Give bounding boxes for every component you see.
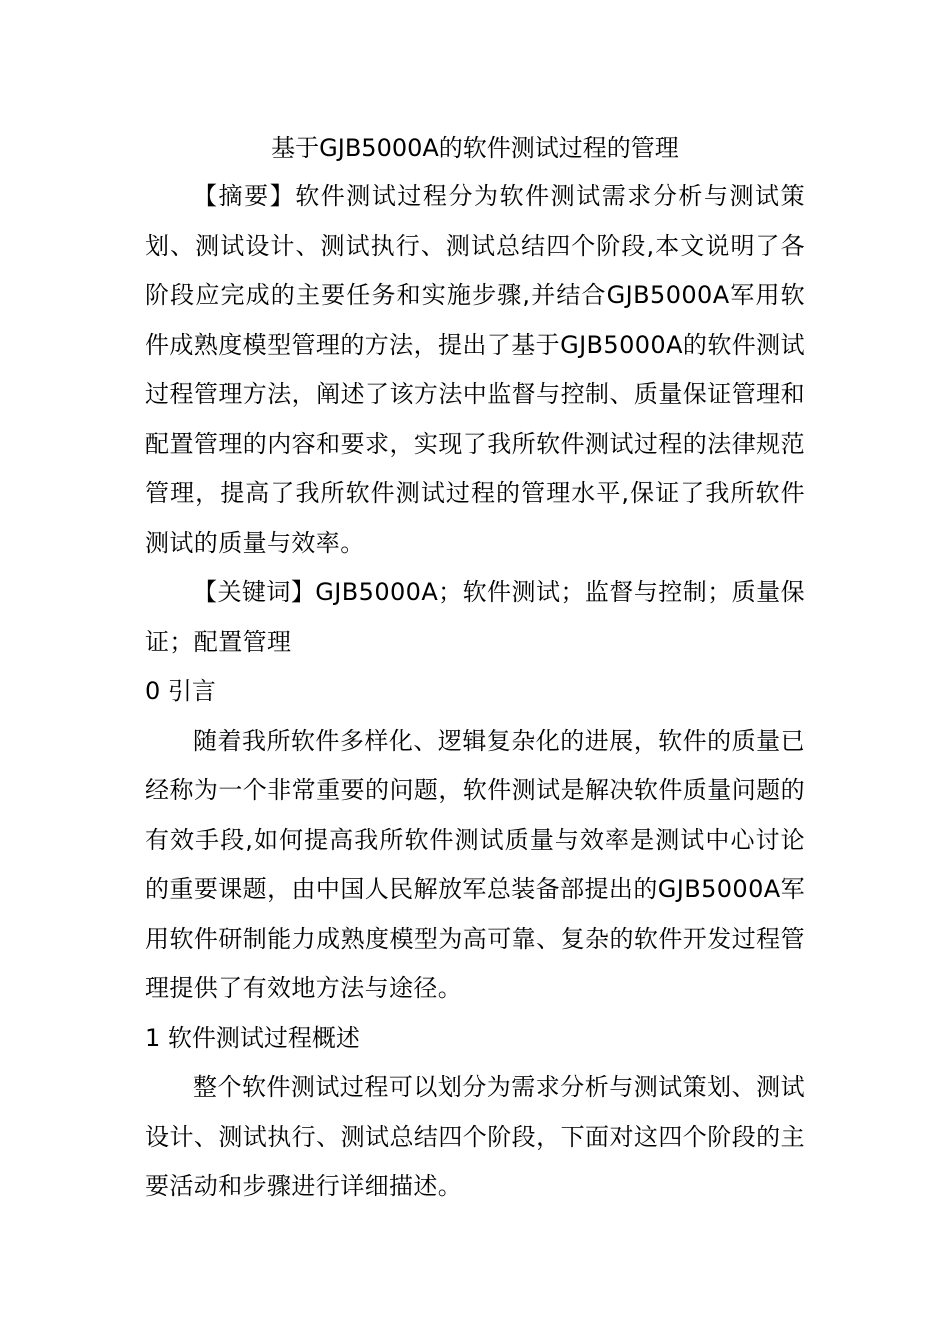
document-title: 基于GJB5000A的软件测试过程的管理 bbox=[271, 134, 679, 162]
section-heading-introduction: 0 引言 bbox=[145, 677, 216, 705]
overview-paragraph: 整个软件测试过程可以划分为需求分析与测试策划、测试设计、测试执行、测试总结四个阶段，下面对这四个阶段的主要活动和步骤进行详细描述。 bbox=[145, 1073, 805, 1200]
introduction-paragraph: 随着我所软件多样化、逻辑复杂化的进展，软件的质量已经称为一个非常重要的问题，软件测试是解决软件质量问题的有效手段,如何提高我所软件测试质量与效率是测试中心讨论的重要课题，由中国人民解放军总装备部提出的GJB5000A军用软件研制能力成熟度模型为高可靠、复杂的软件开发过程管理提供了有效地方法与途径。 bbox=[145, 726, 805, 1002]
document-body bbox=[145, 124, 805, 1212]
abstract-paragraph: 【摘要】软件测试过程分为软件测试需求分析与测试策划、测试设计、测试执行、测试总结四个阶段,本文说明了各阶段应完成的主要任务和实施步骤,并结合GJB5000A军用软件成熟度模型管理的方法，提出了基于GJB5000A的软件测试过程管理方法，阐述了该方法中监督与控制、质量保证管理和配置管理的内容和要求，实现了我所软件测试过程的法律规范管理，提高了我所软件测试过程的管理水平,保证了我所软件测试的质量与效率。 bbox=[145, 182, 805, 557]
keywords-paragraph: 【关键词】GJB5000A；软件测试；监督与控制；质量保证；配置管理 bbox=[145, 578, 805, 656]
section-heading-overview: 1 软件测试过程概述 bbox=[145, 1023, 360, 1052]
